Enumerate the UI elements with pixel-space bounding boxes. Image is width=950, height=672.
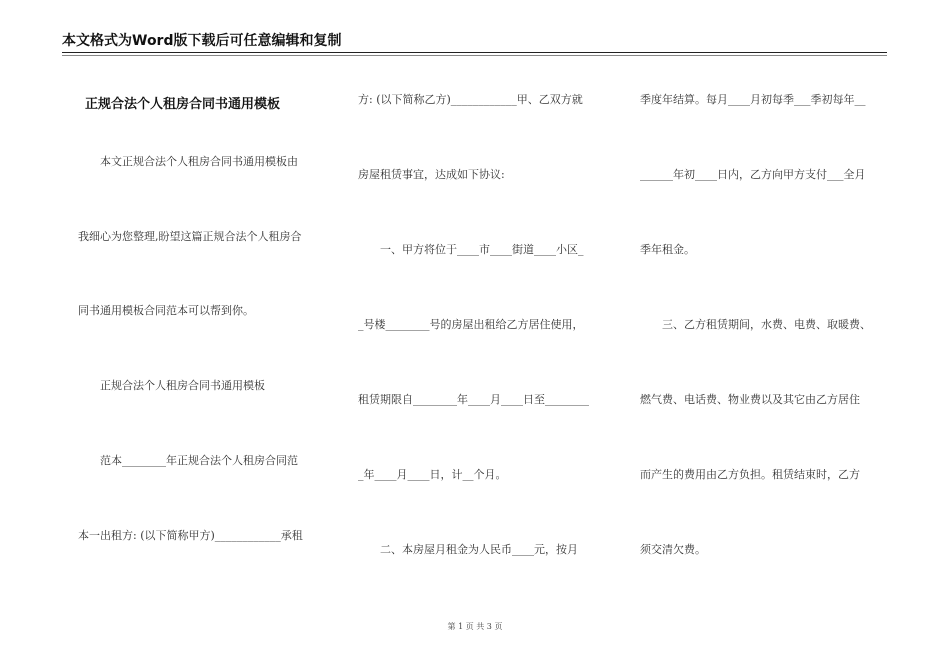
paragraph-line: 我细心为您整理,盼望这篇正规合法个人租房合 xyxy=(78,230,302,243)
paragraph-line: 而产生的费用由乙方负担。租赁结束时，乙方 xyxy=(640,468,860,481)
paragraph-line: ______年初____日内，乙方向甲方支付___全月 xyxy=(640,168,866,181)
download-banner: 本文格式为Word版下载后可任意编辑和复制 xyxy=(62,33,342,49)
paragraph-line: 范本________年正规合法个人租房合同范 xyxy=(100,454,298,467)
header-rule xyxy=(62,52,887,53)
paragraph-line: 一、甲方将位于____市____街道____小区_ xyxy=(380,243,584,256)
paragraph-line: 燃气费、电话费、物业费以及其它由乙方居住 xyxy=(640,393,860,406)
paragraph-line: 本文正规合法个人租房合同书通用模板由 xyxy=(100,155,298,168)
paragraph-line: 房屋租赁事宜，达成如下协议: xyxy=(358,168,505,181)
document-title: 正规合法个人租房合同书通用模板 xyxy=(85,97,281,112)
page-number: 第 1 页 共 3 页 xyxy=(447,622,503,631)
paragraph-line: 同书通用模板合同范本可以帮到你。 xyxy=(78,304,254,317)
paragraph-line: 须交清欠费。 xyxy=(640,543,706,556)
paragraph-line: 方: (以下简称乙方)____________甲、乙双方就 xyxy=(358,93,583,106)
paragraph-line: 季度年结算。每月____月初每季___季初每年__ xyxy=(640,93,866,106)
paragraph-line: _号楼________号的房屋出租给乙方居住使用， xyxy=(358,318,584,331)
paragraph-line: _年____月____日，计__个月。 xyxy=(358,468,507,481)
paragraph-line: 租赁期限自________年____月____日至________ xyxy=(358,393,589,406)
paragraph-line: 二、本房屋月租金为人民币____元，按月 xyxy=(380,543,578,556)
paragraph-line: 季年租金。 xyxy=(640,243,695,256)
paragraph-line: 本一出租方: (以下简称甲方)____________承租 xyxy=(78,529,303,542)
paragraph-line: 正规合法个人租房合同书通用模板 xyxy=(100,379,265,392)
paragraph-line: 三、乙方租赁期间，水费、电费、取暖费、 xyxy=(662,318,871,331)
header-rule-thin xyxy=(62,55,887,56)
